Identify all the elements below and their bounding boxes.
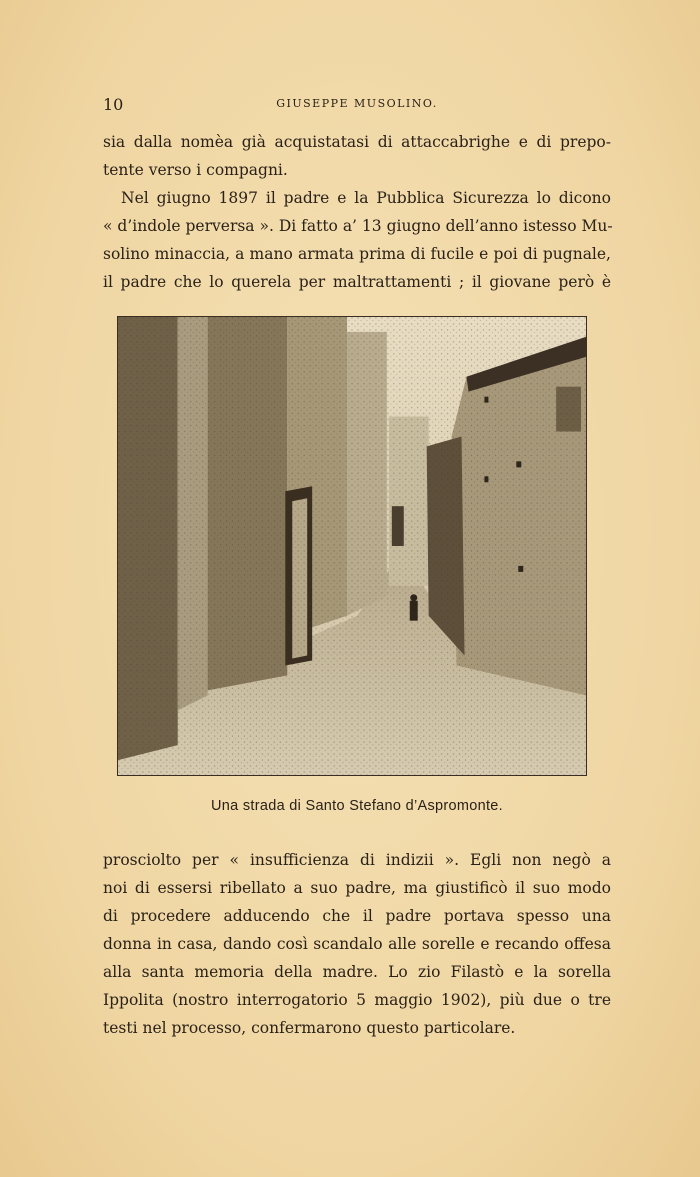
page-header [103, 95, 611, 115]
text-line: testi nel processo, confermarono questo particolare. [103, 1019, 516, 1037]
text-line: di procedere adducendo che il padre portava spesso una [103, 907, 611, 925]
text-line: noi di essersi ribellato a suo padre, ma giustificò il suo modo [103, 879, 611, 897]
paragraph-1 [103, 128, 611, 184]
text-line: sia dalla nomèa già acquistatasi di attaccabrighe e di prepo- [103, 133, 611, 151]
text-line: prosciolto per « insufficienza di indizii ». Egli non negò a [103, 851, 611, 869]
text-line: tente verso i compagni. [103, 161, 288, 179]
street-photograph [117, 316, 587, 776]
figure-caption: Una strada di Santo Stefano d’Aspromonte. [211, 798, 503, 814]
text-line: donna in casa, dando così scandalo alle sorelle e recando offesa [103, 935, 611, 953]
paragraph-2 [103, 184, 611, 296]
paragraph-3 [103, 846, 611, 1042]
page-number: 10 [103, 95, 124, 114]
text-line: solino minaccia, a mano armata prima di fucile e poi di pugnale, [103, 245, 611, 263]
running-title: GIUSEPPE MUSOLINO. [276, 97, 438, 110]
text-line: Ippolita (nostro interrogatorio 5 maggio 1902), più due o tre [103, 991, 611, 1009]
text-line: « d’indole perversa ». Di fatto a’ 13 giugno dell’anno istesso Mu- [103, 217, 613, 235]
text-line: alla santa memoria della madre. Lo zio Filastò e la sorella [103, 963, 611, 981]
text-line: il padre che lo querela per maltrattamenti ; il giovane però è [103, 273, 611, 291]
street-photo-illustration [118, 317, 586, 775]
text-line: Nel giugno 1897 il padre e la Pubblica Sicurezza lo dicono [121, 189, 611, 207]
